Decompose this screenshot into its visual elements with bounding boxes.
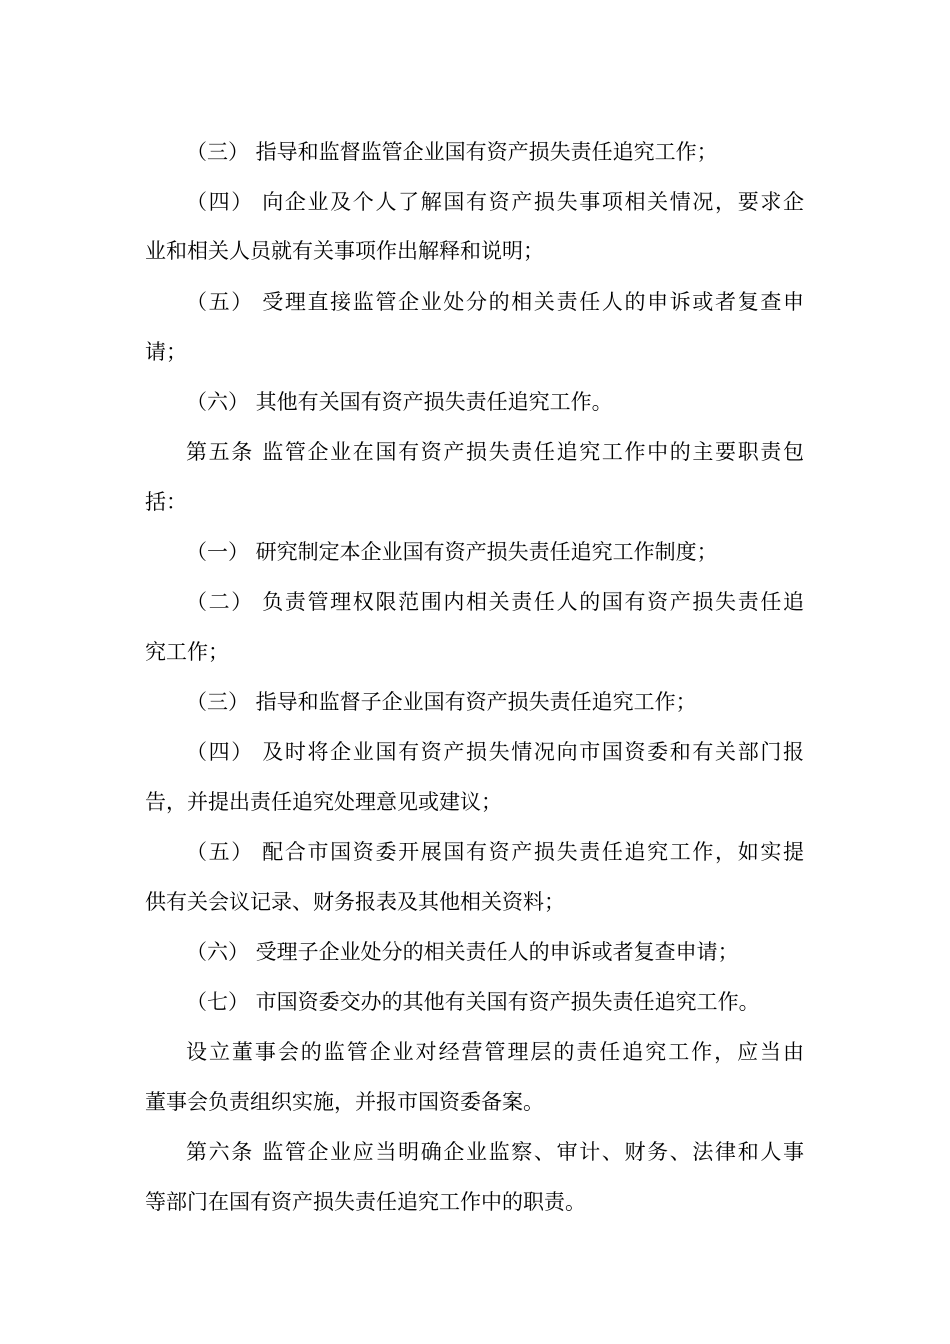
paragraph-line: 请； xyxy=(145,340,187,364)
paragraph-line: （二） 负责管理权限范围内相关责任人的国有资产损失责任追 xyxy=(186,590,804,614)
paragraph-line: 设立董事会的监管企业对经营管理层的责任追究工作，应当由 xyxy=(186,1040,804,1064)
paragraph-line: （六） 受理子企业处分的相关责任人的申诉或者复查申请； xyxy=(186,940,739,964)
paragraph-line: （四） 及时将企业国有资产损失情况向市国资委和有关部门报 xyxy=(186,740,804,764)
paragraph-line: （三） 指导和监督监管企业国有资产损失责任追究工作； xyxy=(186,140,718,164)
paragraph-line: （五） 配合市国资委开展国有资产损失责任追究工作，如实提 xyxy=(186,840,804,864)
paragraph-line: （四） 向企业及个人了解国有资产损失事项相关情况，要求企 xyxy=(186,190,804,214)
article-heading-line: 第六条 监管企业应当明确企业监察、审计、财务、法律和人事 xyxy=(186,1140,804,1164)
paragraph-line: 供有关会议记录、财务报表及其他相关资料； xyxy=(145,890,565,914)
paragraph-line: （七） 市国资委交办的其他有关国有资产损失责任追究工作。 xyxy=(186,990,760,1014)
paragraph-line: 业和相关人员就有关事项作出解释和说明； xyxy=(145,239,544,263)
paragraph-line: 告，并提出责任追究处理意见或建议； xyxy=(145,790,502,814)
paragraph-line: 究工作； xyxy=(145,640,229,664)
paragraph-line: （五） 受理直接监管企业处分的相关责任人的申诉或者复查申 xyxy=(186,290,804,314)
paragraph-line: 等部门在国有资产损失责任追究工作中的职责。 xyxy=(145,1190,586,1214)
article-heading-line: 第五条 监管企业在国有资产损失责任追究工作中的主要职责包 xyxy=(186,440,804,464)
paragraph-line: 括： xyxy=(145,490,187,514)
paragraph-line: （一） 研究制定本企业国有资产损失责任追究工作制度； xyxy=(186,540,718,564)
paragraph-line: （三） 指导和监督子企业国有资产损失责任追究工作； xyxy=(186,690,697,714)
paragraph-line: （六） 其他有关国有资产损失责任追究工作。 xyxy=(186,390,613,414)
paragraph-line: 董事会负责组织实施，并报市国资委备案。 xyxy=(145,1090,544,1114)
